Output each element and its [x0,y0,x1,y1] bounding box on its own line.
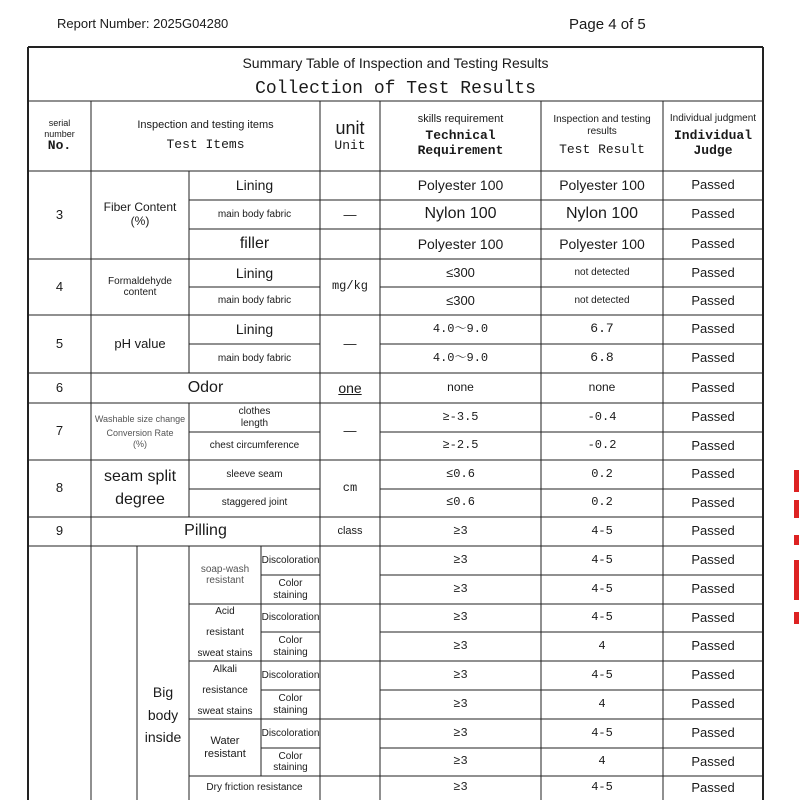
requirement-cell: ≥3 [453,638,468,653]
requirement-cell: ≤300 [446,292,475,308]
header-unit [320,101,380,171]
result-cell: 4-5 [591,780,613,795]
fastness-test-label: Dry friction resistance [206,782,303,794]
header-result-label: Inspection and testing results [553,114,651,137]
page-indicator: Page 4 of 5 [569,16,646,33]
requirement-cell: ≥-3.5 [442,409,479,424]
fastness-sub-label: Color staining [273,635,308,658]
result-cell: 4 [598,696,606,711]
row-no: 4 [55,278,64,294]
requirement-cell: ≥3 [453,610,468,625]
row-unit: — [343,335,357,351]
report-number: Report Number: 2025G04280 [57,16,229,31]
sub-item-label: Lining [235,264,274,281]
requirement-cell: 4.0～9.0 [432,321,489,336]
sub-item-label: chest circumference [209,440,300,452]
judge-cell: Passed [691,235,735,251]
row-unit: cm [342,480,358,495]
judge-cell: Passed [691,581,735,597]
header-items [91,101,320,171]
judge-cell: Passed [691,379,735,395]
header-judge-en: Individual Judge [673,127,752,158]
sub-item-label: main body fabric [217,295,292,307]
sub-item-label: main body fabric [217,208,292,220]
requirement-cell: Polyester 100 [417,235,504,252]
fastness-sub-label: Discoloration [261,669,320,681]
header-requirement [380,101,541,171]
header-items-en: Test Items [166,136,245,152]
judge-cell: Passed [691,494,735,510]
requirement-cell: none [447,380,474,395]
result-cell: 4-5 [591,552,613,567]
result-cell: 6.8 [590,350,614,366]
fastness-sub-label: Discoloration [261,554,320,566]
requirement-cell: ≥3 [453,780,468,795]
requirement-cell: ≥3 [453,725,468,740]
table-subtitle: Collection of Test Results [255,78,536,99]
row-no: 3 [55,206,64,222]
judge-cell: Passed [691,779,735,795]
row-item-sub: degree [115,490,165,508]
row-no: 8 [55,480,64,496]
sub-item-label: Lining [235,177,274,194]
requirement-cell: ≥3 [453,581,468,596]
requirement-cell: ≥-2.5 [442,438,479,453]
fastness-test-label: Water resistant [204,734,246,760]
judge-cell: Passed [691,264,735,280]
result-cell: 0.2 [591,495,613,510]
header-result [541,101,663,171]
row-item: pH value [114,335,166,351]
row-unit: class [337,525,363,538]
row-item-label: Fiber Content [103,200,177,215]
requirement-cell: ≥3 [453,754,468,769]
fastness-test-label: Acid resistant sweat stains [197,606,253,659]
row-unit: — [343,206,357,222]
row-item-label: seam split [103,468,177,486]
header-judge-label: Individual judgment [669,113,757,125]
result-cell: not detected [574,295,630,307]
judge-cell: Passed [691,409,735,425]
judge-cell: Passed [691,206,735,222]
judge-cell: Passed [691,725,735,741]
row-item [91,460,189,517]
result-cell: 6.7 [590,321,614,337]
fastness-sub-label: Color staining [273,750,308,773]
row-item-sub: (%) [130,214,150,228]
margin-mark [794,535,799,545]
requirement-cell: ≤0.6 [446,495,475,510]
judge-cell: Passed [691,552,735,568]
header-result-en: Test Result [559,142,645,158]
header-judge [663,101,763,171]
margin-mark [794,470,799,492]
row-item: Odor [187,378,224,396]
result-cell: 4-5 [591,610,613,625]
requirement-cell: 4.0～9.0 [432,350,489,365]
judge-cell: Passed [691,177,735,193]
sub-item-label: main body fabric [217,352,292,364]
judge-cell: Passed [691,667,735,683]
row-item: Formaldehyde content [108,275,172,298]
judge-cell: Passed [691,638,735,654]
header-requirement-en: Technical Requirement [417,128,504,159]
margin-mark [794,612,799,624]
result-cell: 4-5 [591,667,613,682]
requirement-cell: ≤0.6 [446,466,475,481]
judge-cell: Passed [691,523,735,539]
margin-mark [794,560,799,600]
fastness-test-label: Alkali resistance sweat stains [197,663,253,717]
result-cell: 4 [598,754,606,769]
header-no-en: No. [47,137,72,153]
row-unit: one [338,379,362,396]
row-item [91,171,189,259]
fastness-group-label: Big body inside [144,684,182,746]
requirement-cell: ≤300 [446,264,475,280]
result-cell: 4 [598,638,606,653]
header-no-label: serial number [44,118,75,139]
row-no: 6 [55,379,64,395]
fastness-sub-label: Discoloration [261,727,320,739]
requirement-cell: ≥3 [453,552,468,567]
judge-cell: Passed [691,321,735,337]
header-no [28,101,91,171]
table-title: Summary Table of Inspection and Testing Results [242,54,549,71]
result-cell: 4-5 [591,581,613,596]
sub-item-label: staggered joint [221,497,288,509]
result-cell: 4-5 [591,725,613,740]
requirement-cell: ≥3 [453,667,468,682]
header-unit-en: Unit [334,137,366,153]
fastness-sub-label: Discoloration [261,612,320,624]
result-cell: -0.2 [587,438,617,453]
result-cell: none [588,380,616,395]
result-cell: 4-5 [591,523,613,538]
sub-item-label: Lining [235,321,274,338]
sub-item-label: filler [239,234,270,252]
fastness-sub-label: Color staining [273,693,308,716]
row-item-sub: Conversion Rate [106,428,174,439]
header-items-label: Inspection and testing items [137,119,274,132]
requirement-cell: ≥3 [453,696,468,711]
fastness-test-label: soap-wash resistant [200,563,250,586]
requirement-cell: ≥3 [453,523,468,538]
row-no: 7 [55,423,64,439]
requirement-cell: Polyester 100 [417,177,504,194]
sub-item-label: sleeve seam [226,468,283,480]
judge-cell: Passed [691,696,735,712]
row-item [91,403,189,460]
row-item-sub2: (%) [133,438,147,449]
row-no: 9 [55,523,64,539]
result-cell: -0.4 [587,409,617,424]
header-requirement-label: skills requirement [417,112,504,125]
requirement-cell: Nylon 100 [424,205,497,223]
row-unit: — [343,423,357,439]
judge-cell: Passed [691,753,735,769]
judge-cell: Passed [691,437,735,453]
result-cell: Polyester 100 [559,177,645,194]
result-cell: not detected [574,267,630,279]
row-no: 5 [55,335,64,351]
fastness-sub-label: Color staining [273,578,308,601]
margin-mark [794,500,799,518]
result-cell: Polyester 100 [559,235,645,252]
row-item-label: Washable size change [94,413,186,424]
judge-cell: Passed [691,466,735,482]
result-cell: Nylon 100 [565,205,639,223]
header-unit-label: unit [335,118,365,139]
judge-cell: Passed [691,292,735,308]
result-cell: 0.2 [591,466,613,481]
sub-item-label: clothes length [238,406,271,429]
row-unit: mg/kg [331,279,368,294]
judge-cell: Passed [691,609,735,625]
row-item: Pilling [184,522,227,540]
judge-cell: Passed [691,350,735,366]
